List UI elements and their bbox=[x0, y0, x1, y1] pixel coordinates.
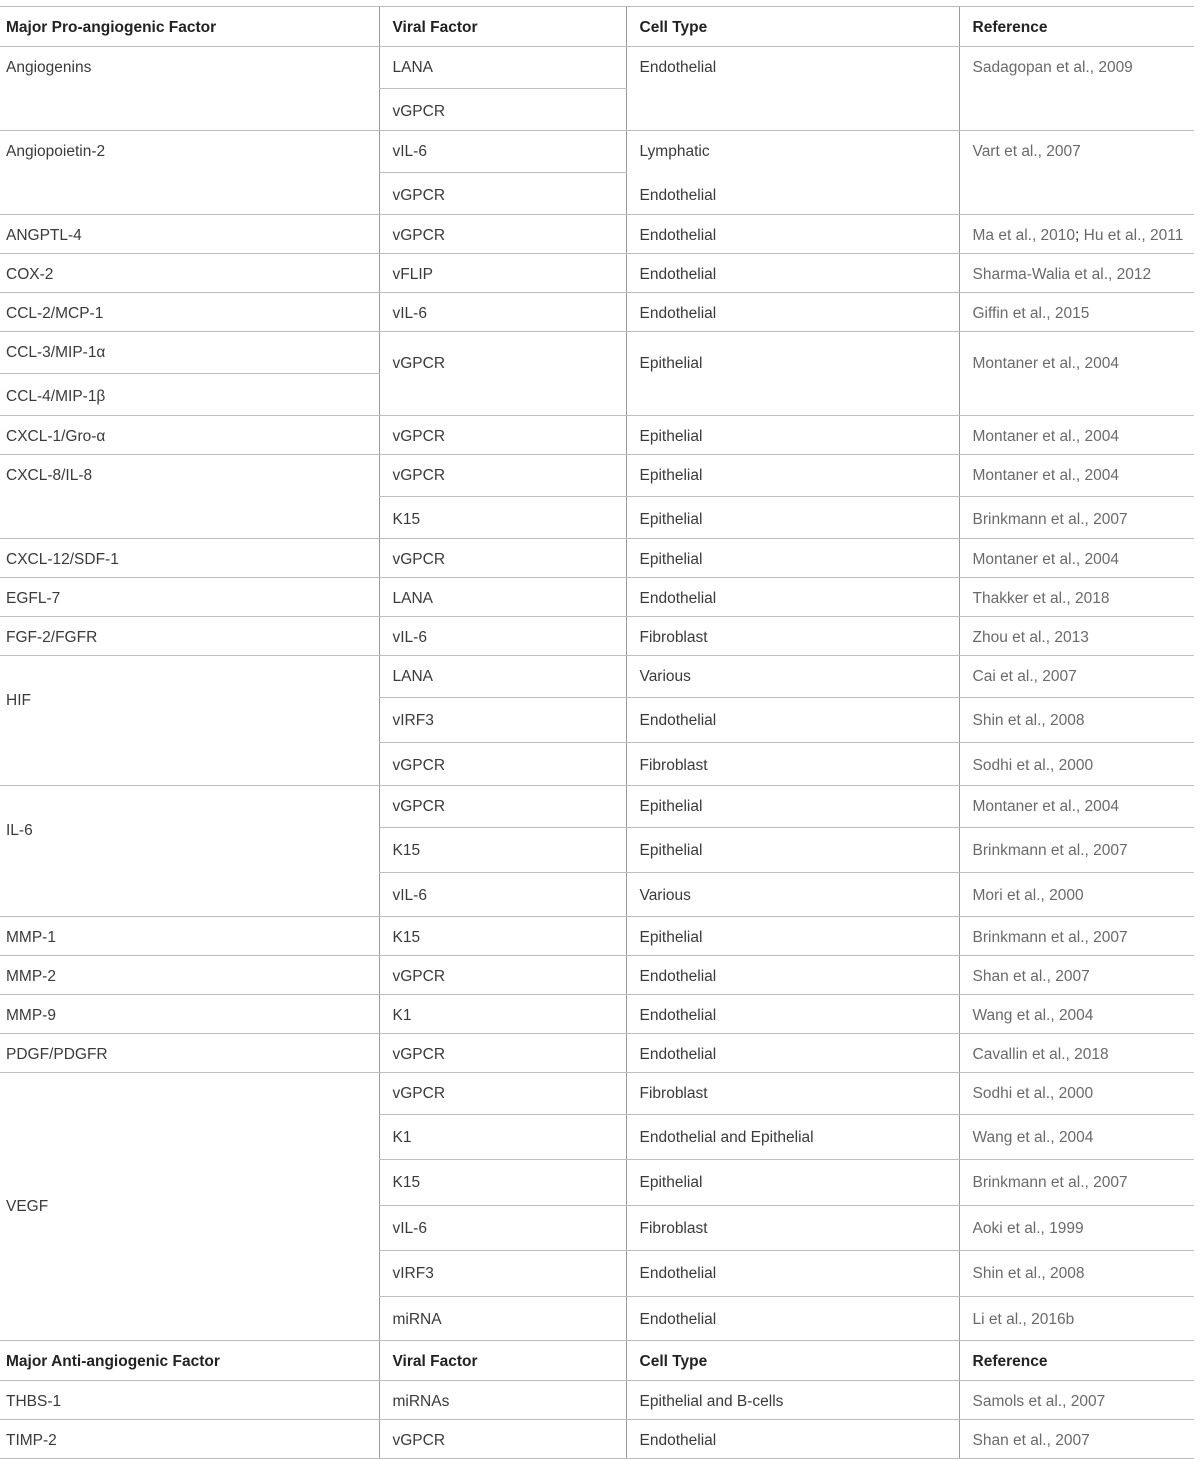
reference-cell: Wang et al., 2004 bbox=[959, 995, 1194, 1034]
reference-cell: Cai et al., 2007 bbox=[959, 656, 1194, 698]
factor-cell: CXCL-12/SDF-1 bbox=[0, 539, 379, 578]
cell-type-cell: Various bbox=[626, 873, 959, 917]
cell-type-cell: Endothelial bbox=[626, 1034, 959, 1073]
reference-cell: Brinkmann et al., 2007 bbox=[959, 1160, 1194, 1206]
cell-type-cell: Epithelial bbox=[626, 416, 959, 455]
viral-factor-cell: vGPCR bbox=[379, 455, 626, 497]
table-row bbox=[0, 1420, 1194, 1459]
table-row bbox=[0, 254, 1194, 293]
cell-type-cell: Epithelial and B-cells bbox=[626, 1381, 959, 1420]
cell-type-cell: Endothelial bbox=[626, 47, 959, 131]
reference-cell: Thakker et al., 2018 bbox=[959, 578, 1194, 617]
reference-cell: Shan et al., 2007 bbox=[959, 956, 1194, 995]
table-row bbox=[0, 656, 1194, 698]
reference-cell: Giffin et al., 2015 bbox=[959, 293, 1194, 332]
cell-type-cell: Endothelial bbox=[626, 956, 959, 995]
cell-type-cell: Fibroblast bbox=[626, 1073, 959, 1115]
reference-cell: Sodhi et al., 2000 bbox=[959, 743, 1194, 786]
factor-cell: VEGF bbox=[0, 1073, 379, 1341]
viral-factor-cell: vGPCR bbox=[379, 332, 626, 416]
reference-cell: Montaner et al., 2004 bbox=[959, 786, 1194, 828]
table-row bbox=[0, 956, 1194, 995]
table-row bbox=[0, 539, 1194, 578]
table-row bbox=[0, 215, 1194, 254]
reference-cell: Samols et al., 2007 bbox=[959, 1381, 1194, 1420]
cell-type-cell: Epithelial bbox=[626, 455, 959, 497]
cell-type-cell: Epithelial bbox=[626, 786, 959, 828]
viral-factor-cell: K1 bbox=[379, 1115, 626, 1160]
header-reference: Reference bbox=[959, 1341, 1194, 1381]
cell-type-cell: Lymphatic bbox=[626, 131, 959, 173]
viral-factor-cell: LANA bbox=[379, 656, 626, 698]
header-reference: Reference bbox=[959, 7, 1194, 47]
factor-cell: HIF bbox=[0, 656, 379, 786]
viral-factor-cell: vIL-6 bbox=[379, 131, 626, 173]
factor-cell: PDGF/PDGFR bbox=[0, 1034, 379, 1073]
reference-cell: Cavallin et al., 2018 bbox=[959, 1034, 1194, 1073]
table-row bbox=[0, 917, 1194, 956]
header-cell-type: Cell Type bbox=[626, 1341, 959, 1381]
viral-factor-cell: vIRF3 bbox=[379, 698, 626, 743]
viral-factor-cell: vIL-6 bbox=[379, 617, 626, 656]
factor-cell: CXCL-1/Gro-α bbox=[0, 416, 379, 455]
viral-factor-cell: K15 bbox=[379, 1160, 626, 1206]
reference-cell: Li et al., 2016b bbox=[959, 1297, 1194, 1341]
cell-type-cell: Various bbox=[626, 656, 959, 698]
viral-factor-cell: vGPCR bbox=[379, 1073, 626, 1115]
cell-type-cell: Endothelial bbox=[626, 698, 959, 743]
reference-cell: Brinkmann et al., 2007 bbox=[959, 497, 1194, 539]
factor-cell: CCL-2/MCP-1 bbox=[0, 293, 379, 332]
reference-cell: Montaner et al., 2004 bbox=[959, 416, 1194, 455]
factor-cell: Angiogenins bbox=[0, 47, 379, 131]
angiogenic-factors-table bbox=[0, 6, 1194, 1459]
viral-factor-cell: K15 bbox=[379, 828, 626, 873]
reference-cell bbox=[959, 215, 1194, 254]
table-row bbox=[0, 455, 1194, 497]
factor-cell: THBS-1 bbox=[0, 1381, 379, 1420]
reference-cell: Montaner et al., 2004 bbox=[959, 539, 1194, 578]
viral-factor-cell: vIRF3 bbox=[379, 1251, 626, 1297]
cell-type-cell: Fibroblast bbox=[626, 743, 959, 786]
viral-factor-cell: vFLIP bbox=[379, 254, 626, 293]
viral-factor-cell: vIL-6 bbox=[379, 1206, 626, 1251]
viral-factor-cell: vGPCR bbox=[379, 786, 626, 828]
factor-cell: CCL-4/MIP-1β bbox=[0, 374, 379, 416]
cell-type-cell: Endothelial bbox=[626, 215, 959, 254]
factor-cell: COX-2 bbox=[0, 254, 379, 293]
viral-factor-cell: miRNA bbox=[379, 1297, 626, 1341]
cell-type-cell: Endothelial bbox=[626, 578, 959, 617]
viral-factor-cell: K1 bbox=[379, 995, 626, 1034]
header-factor: Major Anti-angiogenic Factor bbox=[0, 1341, 379, 1381]
reference-cell: Wang et al., 2004 bbox=[959, 1115, 1194, 1160]
table-row bbox=[0, 1034, 1194, 1073]
cell-type-cell: Endothelial bbox=[626, 1420, 959, 1459]
cell-type-cell: Endothelial bbox=[626, 1251, 959, 1297]
table-row bbox=[0, 578, 1194, 617]
header-cell-type: Cell Type bbox=[626, 7, 959, 47]
viral-factor-cell: vIL-6 bbox=[379, 293, 626, 332]
viral-factor-cell: K15 bbox=[379, 917, 626, 956]
reference-cell: Vart et al., 2007 bbox=[959, 131, 1194, 215]
cell-type-cell: Endothelial bbox=[626, 995, 959, 1034]
factor-cell: MMP-9 bbox=[0, 995, 379, 1034]
cell-type-cell: Epithelial bbox=[626, 1160, 959, 1206]
table-row bbox=[0, 293, 1194, 332]
viral-factor-cell: vGPCR bbox=[379, 1034, 626, 1073]
table-row bbox=[0, 416, 1194, 455]
factor-cell: Angiopoietin-2 bbox=[0, 131, 379, 215]
table-row bbox=[0, 1073, 1194, 1115]
cell-type-cell: Endothelial and Epithelial bbox=[626, 1115, 959, 1160]
viral-factor-cell: vGPCR bbox=[379, 539, 626, 578]
reference-cell: Shan et al., 2007 bbox=[959, 1420, 1194, 1459]
cell-type-cell: Fibroblast bbox=[626, 1206, 959, 1251]
reference-cell: Zhou et al., 2013 bbox=[959, 617, 1194, 656]
viral-factor-cell: LANA bbox=[379, 47, 626, 89]
reference-cell: Shin et al., 2008 bbox=[959, 698, 1194, 743]
reference-link[interactable]: Ma et al., 2010 bbox=[972, 227, 1076, 244]
factor-cell: CCL-3/MIP-1α bbox=[0, 332, 379, 374]
viral-factor-cell: LANA bbox=[379, 578, 626, 617]
table-row bbox=[0, 617, 1194, 656]
table-row bbox=[0, 47, 1194, 89]
viral-factor-cell: vIL-6 bbox=[379, 873, 626, 917]
viral-factor-cell: vGPCR bbox=[379, 416, 626, 455]
reference-cell: Brinkmann et al., 2007 bbox=[959, 828, 1194, 873]
reference-cell: Montaner et al., 2004 bbox=[959, 332, 1194, 416]
viral-factor-cell: miRNAs bbox=[379, 1381, 626, 1420]
header-viral-factor: Viral Factor bbox=[379, 1341, 626, 1381]
viral-factor-cell: K15 bbox=[379, 497, 626, 539]
factor-cell: TIMP-2 bbox=[0, 1420, 379, 1459]
viral-factor-cell: vGPCR bbox=[379, 89, 626, 131]
viral-factor-cell: vGPCR bbox=[379, 173, 626, 215]
viral-factor-cell: vGPCR bbox=[379, 1420, 626, 1459]
table-row bbox=[0, 332, 1194, 374]
cell-type-cell: Endothelial bbox=[626, 173, 959, 215]
table-row bbox=[0, 995, 1194, 1034]
table-header-row bbox=[0, 1341, 1194, 1381]
cell-type-cell: Epithelial bbox=[626, 497, 959, 539]
reference-cell: Shin et al., 2008 bbox=[959, 1251, 1194, 1297]
reference-link[interactable]: Hu et al., 2011 bbox=[1083, 227, 1184, 244]
viral-factor-cell: vGPCR bbox=[379, 215, 626, 254]
reference-separator: ; bbox=[1075, 227, 1084, 244]
header-viral-factor: Viral Factor bbox=[379, 7, 626, 47]
factor-cell: EGFL-7 bbox=[0, 578, 379, 617]
factor-cell: ANGPTL-4 bbox=[0, 215, 379, 254]
table-header-row bbox=[0, 7, 1194, 47]
table-row bbox=[0, 786, 1194, 828]
cell-type-cell: Endothelial bbox=[626, 254, 959, 293]
reference-cell: Montaner et al., 2004 bbox=[959, 455, 1194, 497]
reference-cell: Brinkmann et al., 2007 bbox=[959, 917, 1194, 956]
header-factor: Major Pro-angiogenic Factor bbox=[0, 7, 379, 47]
factor-cell: IL-6 bbox=[0, 786, 379, 917]
table-row bbox=[0, 1381, 1194, 1420]
factor-cell: MMP-2 bbox=[0, 956, 379, 995]
cell-type-cell: Epithelial bbox=[626, 332, 959, 416]
cell-type-cell: Endothelial bbox=[626, 1297, 959, 1341]
viral-factor-cell: vGPCR bbox=[379, 956, 626, 995]
table-row bbox=[0, 131, 1194, 173]
reference-cell: Aoki et al., 1999 bbox=[959, 1206, 1194, 1251]
reference-cell: Sharma-Walia et al., 2012 bbox=[959, 254, 1194, 293]
reference-cell: Sodhi et al., 2000 bbox=[959, 1073, 1194, 1115]
factor-cell: FGF-2/FGFR bbox=[0, 617, 379, 656]
factor-cell: CXCL-8/IL-8 bbox=[0, 455, 379, 539]
cell-type-cell: Epithelial bbox=[626, 917, 959, 956]
reference-cell: Sadagopan et al., 2009 bbox=[959, 47, 1194, 131]
cell-type-cell: Endothelial bbox=[626, 293, 959, 332]
cell-type-cell: Epithelial bbox=[626, 539, 959, 578]
reference-cell: Mori et al., 2000 bbox=[959, 873, 1194, 917]
viral-factor-cell: vGPCR bbox=[379, 743, 626, 786]
cell-type-cell: Epithelial bbox=[626, 828, 959, 873]
factor-cell: MMP-1 bbox=[0, 917, 379, 956]
cell-type-cell: Fibroblast bbox=[626, 617, 959, 656]
